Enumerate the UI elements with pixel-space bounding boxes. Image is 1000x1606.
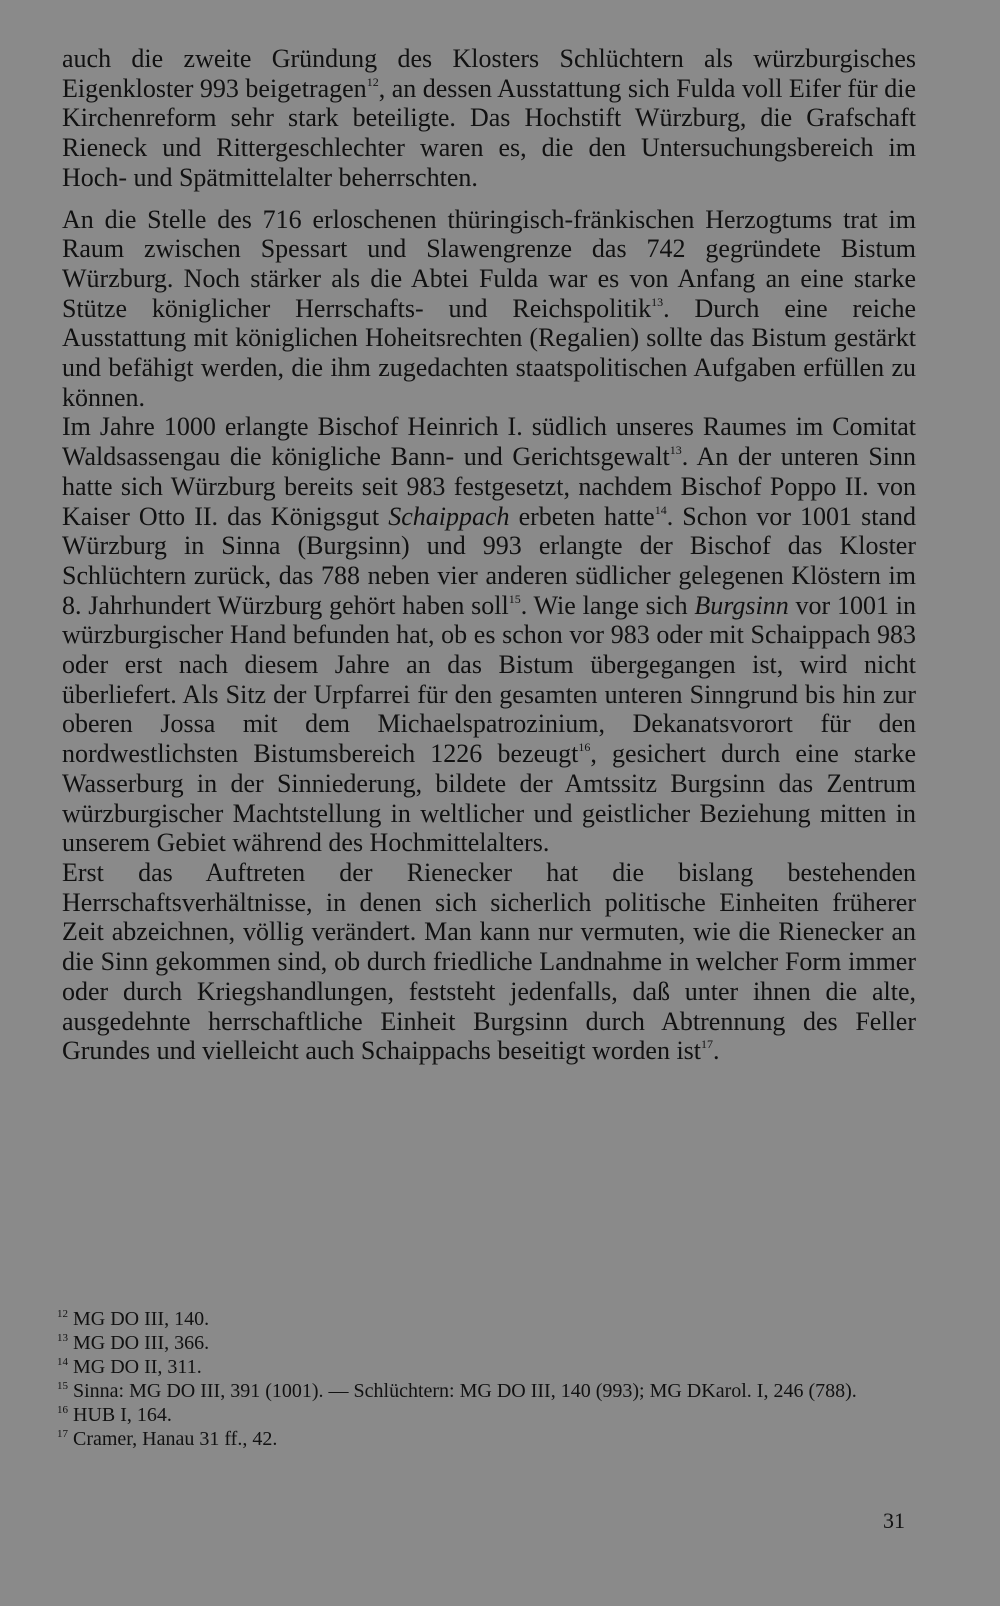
text-run: , an dessen Ausstattung sich Fulda voll Eifer für die Kirchenreform sehr stark beteiligte. Das Hochstift Würzburg, die Grafschaft Rieneck und Rittergeschlechter waren es, die den Untersuchungsbereich im Hoch- und Spätmittelalter beherrschten. — [62, 73, 916, 192]
footnote — [57, 1427, 917, 1451]
text-run: Im Jahre 1000 erlangte Bischof Heinrich I. südlich unseres Raumes im Comitat Waldsassengau die königliche Bann- und Gerichtsgewalt — [62, 412, 916, 472]
text-run: auch die zweite Gründung des Klosters Schlüchtern als würzburgisches Eigenkloster 993 beigetragen — [62, 44, 916, 103]
footnote-ref: 15 — [508, 591, 521, 606]
footnote-ref: 13 — [651, 294, 664, 309]
footnote — [57, 1403, 917, 1427]
emphasis-place-name: Burgsinn — [694, 590, 789, 620]
footnotes — [57, 1307, 917, 1451]
footnote-text: HUB I, 164. — [68, 1404, 172, 1426]
footnote-number: 13 — [57, 1332, 68, 1344]
text-run: Erst das Auftreten der Rienecker hat die bislang bestehenden Herrschaftsverhältnisse, in denen sich sicherlich politische Einheiten früherer Zeit abzeichnen, völlig verändert. Man kann nur vermuten, wie die Rienecker an die Sinn gekommen sind, ob durch friedliche Landnahme in welcher Form immer oder durch Kriegshandlungen, feststeht jedenfalls, daß unter ihnen die alte, ausgedehnte herrschaftliche Einheit Burgsinn durch Abtrennung des Feller Grundes und vielleicht auch Schaippachs beseitigt worden ist — [62, 857, 916, 1066]
paragraph-rienecker — [62, 858, 916, 1066]
paragraph-bischof — [62, 412, 916, 858]
text-run: . Schon vor 1001 stand Würzburg in Sinna (Burgsinn) und 993 erlangte der Bischof das Kloster Schlüchtern zurück, das 788 neben vier anderen südlicher gelegenen Klöstern im 8. Jahrhundert Würzburg gehört haben soll — [62, 501, 916, 620]
body-text — [62, 44, 916, 1066]
footnote-text: Sinna: MG DO III, 391 (1001). — Schlüchtern: MG DO III, 140 (993); MG DKarol. I, 246 (788). — [68, 1380, 857, 1402]
text-run: vor 1001 in würzburgischer Hand befunden hat, ob es schon vor 983 oder mit Schaippach 983 oder erst nach diesem Jahre an das Bistum übergegangen ist, wird nicht überliefert. Als Sitz der Urpfarrei für den gesamten unteren Sinngrund bis hin zur oberen Jossa mit dem Michaelspatrozinium, Dekanatsvorort für den nordwestlichsten Bistumsbereich 1226 bezeugt — [62, 590, 916, 769]
footnote-text: MG DO II, 311. — [68, 1356, 202, 1378]
paragraph-hochstift — [62, 205, 916, 413]
text-run: . An der unteren Sinn hatte sich Würzburg bereits seit 983 festgesetzt, nachdem Bischof Poppo II. von Kaiser Otto II. das Königsgut — [62, 442, 917, 531]
footnote — [57, 1331, 917, 1355]
text-run: . — [713, 1036, 720, 1066]
text-run: erbeten hatte — [509, 501, 655, 531]
text-run: An die Stelle des 716 erloschenen thüringisch-fränkischen Herzogtums trat im Raum zwischen Spessart und Slawengrenze das 742 gegründete Bistum Würzburg. Noch stärker als die Abtei Fulda war es von Anfang an eine starke Stütze königlicher Herrschafts- und Reichspolitik — [62, 204, 916, 323]
paragraph-intro — [62, 44, 916, 193]
footnote-number: 16 — [57, 1404, 68, 1416]
footnote-number: 15 — [57, 1380, 68, 1392]
emphasis-place-name: Schaippach — [388, 501, 510, 531]
footnote — [57, 1307, 917, 1331]
text-run: . Wie lange sich — [520, 590, 695, 620]
footnote — [57, 1355, 917, 1379]
footnote-text: MG DO III, 366. — [68, 1332, 210, 1354]
text-run: . Durch eine reiche Ausstattung mit königlichen Hoheitsrechten (Regalien) sollte das Bistum gestärkt und befähigt werden, die ihm zugedachten staatspolitischen Aufgaben erfüllen zu können. — [62, 293, 917, 412]
footnote-number: 12 — [57, 1308, 68, 1320]
footnote-ref: 14 — [654, 502, 667, 517]
footnote-ref: 16 — [578, 740, 591, 755]
footnote-number: 17 — [57, 1428, 68, 1440]
footnote-text: Cramer, Hanau 31 ff., 42. — [68, 1428, 278, 1450]
text-run: , gesichert durch eine starke Wasserburg in der Sinniederung, bildete der Amtssitz Burgsinn das Zentrum würzburgischer Machtstellung in weltlicher und geistlicher Beziehung mitten in unserem Gebiet während des Hochmittelalters. — [62, 739, 917, 858]
footnote — [57, 1379, 917, 1403]
footnote-ref: 13 — [669, 443, 682, 458]
footnote-text: MG DO III, 140. — [68, 1308, 210, 1330]
page-number: 31 — [883, 1508, 905, 1533]
footnote-ref: 12 — [366, 74, 379, 89]
footnote-ref: 17 — [701, 1037, 714, 1052]
footnote-number: 14 — [57, 1356, 68, 1368]
